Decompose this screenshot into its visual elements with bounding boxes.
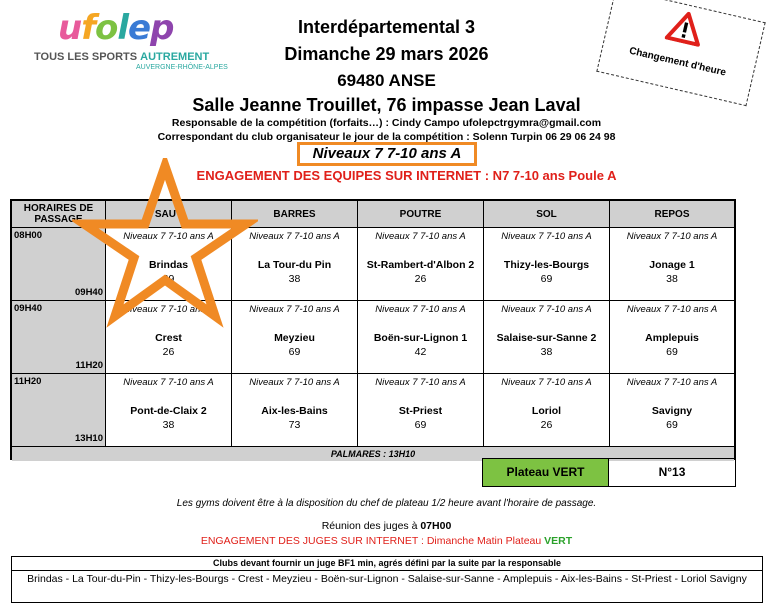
schedule-cell [106, 374, 232, 447]
engagement-juges [0, 535, 773, 547]
schedule-cell [358, 374, 484, 447]
category-label: Niveaux 7 7-10 ans A [501, 377, 592, 388]
department-number: 26 [540, 419, 553, 431]
department-number: 69 [666, 419, 678, 431]
category-label: Niveaux 7 7-10 ans A [375, 231, 466, 242]
club-name: Crest [155, 332, 182, 344]
time-start: 09H40 [14, 303, 42, 314]
time-end: 11H20 [75, 360, 103, 371]
tagline-part-a: TOUS LES SPORTS [34, 51, 141, 63]
column-header: BARRES [232, 201, 358, 228]
club-name: Jonage 1 [649, 259, 695, 271]
category-label: Niveaux 7 7-10 ans A [375, 377, 466, 388]
competition-title: Interdépartemental 3 [297, 17, 476, 37]
reunion-text: Réunion des juges à [321, 520, 421, 532]
club-name: Pont-de-Claix 2 [130, 405, 207, 417]
correspondant-line: Correspondant du club organisateur le jour de la compétition : Solenn Turpin 06 29 06 24 98 [157, 131, 616, 143]
department-number: 69 [288, 346, 301, 358]
logo-letter: l [117, 8, 129, 48]
tagline-part-b: AUTREMENT [140, 51, 210, 63]
department-number: 69 [162, 273, 175, 285]
category-label: Niveaux 7 7-10 ans A [626, 304, 718, 315]
competition-date: Dimanche 29 mars 2026 [284, 44, 489, 64]
category-label: Niveaux 7 7-10 ans A [626, 231, 718, 242]
department-number: 38 [540, 346, 553, 358]
column-header: POUTRE [358, 201, 484, 228]
reunion-juges [0, 520, 773, 532]
club-name: Boën-sur-Lignon 1 [373, 332, 468, 344]
judges-clubs-list: Brindas - La Tour-du-Pin - Thizy-les-Bourgs - Crest - Meyzieu - Boën-sur-Lignon - Salaise-sur-Sanne - Amplepuis - Aix-les-Bains - St-Priest - Loriol Savigny [27, 573, 747, 585]
time-end: 09H40 [75, 287, 103, 298]
schedule-cell [484, 374, 610, 447]
palmares-row: PALMARES : 13H10 [12, 447, 734, 461]
judges-clubs-box [11, 556, 763, 603]
time-start: 11H20 [14, 376, 42, 387]
department-number: 26 [414, 273, 427, 285]
reunion-time: 07H00 [420, 520, 452, 532]
category-label: Niveaux 7 7-10 ans A [123, 231, 214, 242]
department-number: 26 [162, 346, 175, 358]
schedule-cell [358, 228, 484, 301]
time-start: 08H00 [14, 230, 42, 241]
club-name: La Tour-du Pin [257, 259, 332, 271]
warning-icon [664, 8, 706, 47]
juges-text: ENGAGEMENT DES JUGES SUR INTERNET : Dimanche Matin Plateau [200, 535, 545, 547]
column-header: SOL [484, 201, 610, 228]
logo-region: AUVERGNE-RHÔNE-ALPES [136, 64, 228, 71]
department-number: 69 [414, 419, 427, 431]
club-name: Thizy-les-Bourgs [503, 259, 590, 271]
column-header: SAUT [106, 201, 232, 228]
department-number: 42 [414, 346, 427, 358]
department-number: 73 [288, 419, 301, 431]
schedule-cell [358, 301, 484, 374]
category-label: Niveaux 7 7-10 ans A [501, 231, 592, 242]
club-name: Brindas [148, 259, 189, 271]
category-label: Niveaux 7 7-10 ans A [375, 304, 466, 315]
club-name: Meyzieu [274, 332, 315, 344]
juges-plateau: VERT [544, 535, 573, 547]
gyms-notice: Les gyms doivent être à la disposition du chef de plateau 1/2 heure avant l'horaire de passage. [176, 498, 597, 509]
department-number: 38 [288, 273, 301, 285]
engagement-equipes: ENGAGEMENT DES EQUIPES SUR INTERNET : N7 7-10 ans Poule A [196, 168, 617, 183]
schedule-cell [232, 374, 358, 447]
corner-header: HORAIRES DE PASSAGE [12, 201, 106, 228]
time-end: 13H10 [75, 433, 103, 444]
schedule-cell [484, 301, 610, 374]
category-label: Niveaux 7 7-10 ans A [626, 377, 718, 388]
club-name: Amplepuis [645, 332, 699, 344]
club-name: Aix-les-Bains [261, 405, 328, 417]
responsable-line: Responsable de la compétition (forfaits…) : Cindy Campo ufolepctrgymra@gmail.com [171, 117, 602, 129]
club-name: Salaise-sur-Sanne 2 [496, 332, 597, 344]
club-name: St-Priest [398, 405, 443, 417]
department-number: 38 [162, 419, 175, 431]
schedule-cell [484, 228, 610, 301]
category-label: Niveaux 7 7-10 ans A [123, 377, 214, 388]
niveau-highlight: Niveaux 7 7-10 ans A [297, 142, 477, 166]
time-slot [12, 374, 106, 447]
logo-letter: e [128, 8, 151, 48]
club-name: St-Rambert-d'Albon 2 [366, 259, 475, 271]
competition-city: 69480 ANSE [337, 71, 436, 90]
schedule-cell [610, 374, 734, 447]
category-label: Niveaux 7 7-10 ans A [123, 304, 214, 315]
logo-letter: o [95, 8, 118, 48]
judges-clubs-heading: Clubs devant fournir un juge BF1 min, agrés défini par la suite par la responsable [12, 557, 762, 571]
logo-letter: f [81, 8, 96, 48]
department-number: 69 [540, 273, 553, 285]
plateau-label: Plateau VERT [482, 458, 609, 487]
category-label: Niveaux 7 7-10 ans A [501, 304, 592, 315]
logo-letter: p [150, 8, 174, 48]
category-label: Niveaux 7 7-10 ans A [249, 304, 340, 315]
schedule-cell [610, 228, 734, 301]
club-name: Loriol [531, 405, 562, 417]
department-number: 69 [666, 346, 678, 358]
competition-venue: Salle Jeanne Trouillet, 76 impasse Jean Laval [192, 95, 581, 115]
club-name: Savigny [651, 405, 693, 417]
category-label: Niveaux 7 7-10 ans A [249, 231, 340, 242]
column-header: REPOS [610, 201, 734, 228]
logo-letter: u [58, 8, 82, 48]
plateau-number: N°13 [609, 458, 736, 487]
category-label: Niveaux 7 7-10 ans A [249, 377, 340, 388]
note-text: Changement d'heure [628, 45, 728, 79]
department-number: 38 [666, 273, 678, 285]
star-annotation [72, 158, 258, 328]
schedule-cell [610, 301, 734, 374]
